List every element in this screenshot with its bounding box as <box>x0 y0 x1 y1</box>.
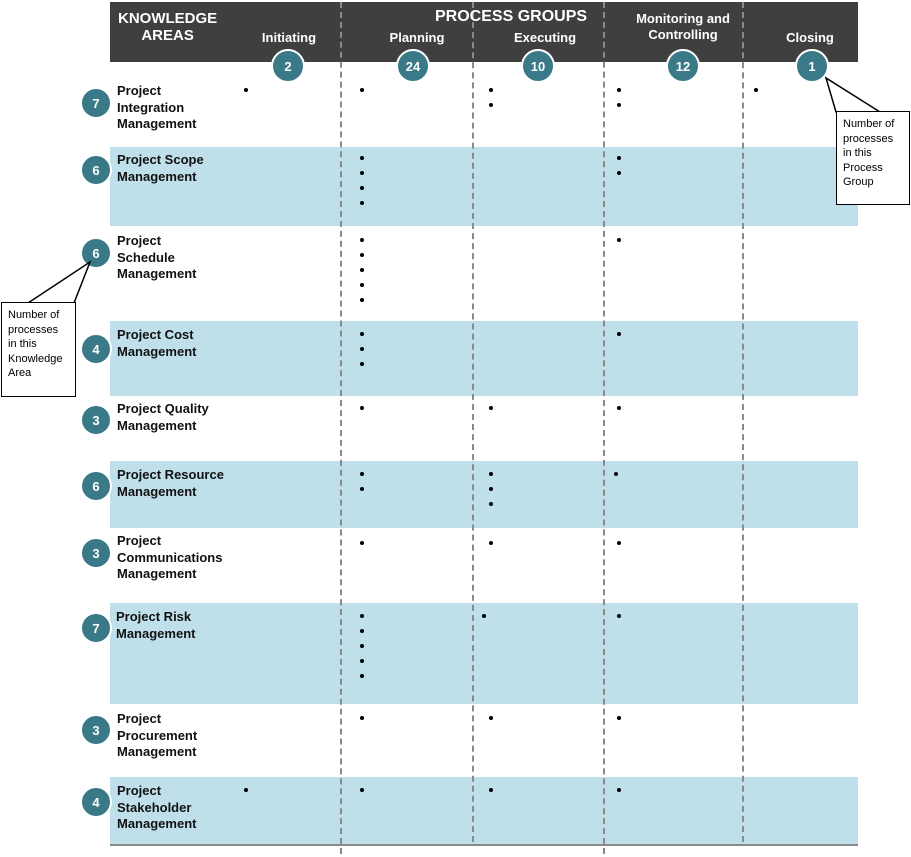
process-group-count-badge: 12 <box>666 49 700 83</box>
knowledge-area-count-badge: 6 <box>80 237 112 269</box>
knowledge-area-name: Project Scope Management <box>117 152 204 184</box>
knowledge-area-count-badge: 4 <box>80 786 112 818</box>
knowledge-areas-title-line2: AREAS <box>141 27 194 44</box>
callout-pointer-knowledge-area <box>28 262 90 303</box>
process-group-count-badge: 1 <box>795 49 829 83</box>
knowledge-areas-title-line1: KNOWLEDGE <box>118 10 218 27</box>
callout-knowledge-area: Number of processes in this Knowledge Area <box>1 302 76 397</box>
process-group-count-badge: 2 <box>271 49 305 83</box>
column-title-closing: Closing <box>786 30 834 45</box>
process-group-count-badge: 10 <box>521 49 555 83</box>
knowledge-area-name: Project Integration Management <box>117 83 197 131</box>
knowledge-area-name: Project Cost Management <box>117 327 197 359</box>
knowledge-area-count-badge: 6 <box>80 470 112 502</box>
knowledge-area-name: Project Stakeholder Management <box>117 783 197 831</box>
column-title-planning: Planning <box>389 30 445 45</box>
knowledge-area-name: Project Resource Management <box>117 467 224 499</box>
knowledge-area-count-badge: 6 <box>80 154 112 186</box>
knowledge-area-name: Project Schedule Management <box>117 233 197 281</box>
knowledge-area-count-badge: 3 <box>80 537 112 569</box>
knowledge-area-name: Project Communications Management <box>117 533 223 581</box>
knowledge-area-name: Project Quality Management <box>117 401 209 433</box>
knowledge-area-count-badge: 4 <box>80 333 112 365</box>
knowledge-area-count-badge: 3 <box>80 714 112 746</box>
process-group-count-badge: 24 <box>396 49 430 83</box>
column-title-monitoring: Monitoring and Controlling <box>636 11 730 42</box>
column-title-initiating: Initiating <box>261 30 317 45</box>
column-title-executing: Executing <box>513 30 577 45</box>
knowledge-area-count-badge: 7 <box>80 612 112 644</box>
callout-pointer-process-group <box>826 78 880 112</box>
process-groups-title: PROCESS GROUPS <box>435 8 588 25</box>
knowledge-area-name: Project Procurement Management <box>117 711 198 759</box>
callout-process-group: Number of processes in this Process Group <box>836 111 910 205</box>
knowledge-area-name: Project Risk Management <box>116 609 196 641</box>
knowledge-area-count-badge: 7 <box>80 87 112 119</box>
knowledge-area-count-badge: 3 <box>80 404 112 436</box>
